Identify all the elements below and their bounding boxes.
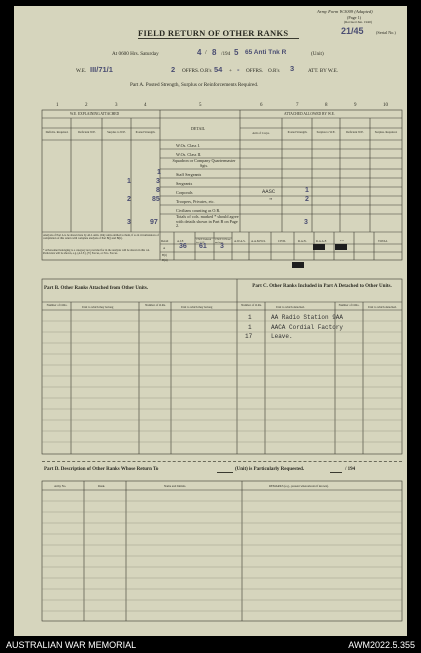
part-d-col-remarks: REMARKS (e.g., present whereabouts if known). xyxy=(269,484,329,488)
part-d-col-rank: Rank. xyxy=(98,484,106,488)
analysis-row-a: A xyxy=(163,246,166,250)
att-offrs-label: OFFRS. xyxy=(246,68,264,74)
analysis-row-b2: B(ii) xyxy=(162,258,168,262)
posted-troopers: 85 xyxy=(152,196,160,203)
part-c-entry-2-number: 1 xyxy=(248,324,252,331)
redaction-raaf xyxy=(335,244,347,250)
archive-footer xyxy=(0,638,421,653)
part-d-title-suffix: (Unit) is Particularly Requested. xyxy=(235,467,305,472)
part-d-unit-blank xyxy=(217,472,233,473)
part-d-col-army-no: Army No. xyxy=(54,484,67,488)
col-number-6: 6 xyxy=(260,103,263,108)
date-day: 4 xyxy=(197,48,202,57)
row-detail-sergeants: Sergeants xyxy=(176,181,193,186)
arm-corps-corporals: AASC xyxy=(262,188,276,195)
part-c-entry-3-unit: Leave. xyxy=(271,333,293,340)
part-b-col-number-2: Number of O.Rs. xyxy=(145,303,166,307)
date-month: 8 xyxy=(212,48,217,57)
analysis-header-aamws: A.A.M.W.S. xyxy=(251,239,266,243)
we-value: III/71/1 xyxy=(90,65,113,74)
part-c-col-unit: Unit to which detached. xyxy=(276,305,305,309)
form-sheet xyxy=(14,6,407,636)
part-d-title: Part D. Description of Other Ranks Whose Return To xyxy=(44,467,159,472)
analysis-header-awas: A.W.A.S. xyxy=(234,239,246,243)
part-c-col-number-2: Number of O.Rs. xyxy=(338,303,360,307)
part-c-entry-1-number: 1 xyxy=(248,314,252,321)
page-number: (Page 1) xyxy=(347,15,362,20)
surplus-totals: 3 xyxy=(127,219,131,226)
col-number-3: 3 xyxy=(115,103,118,108)
part-b-col-number: Number of O.Rs. xyxy=(46,303,68,307)
subheader-att-required: Surplus. Required. xyxy=(374,130,398,134)
col-number-10: 10 xyxy=(383,103,388,108)
part-c-entry-3-number: 17 xyxy=(245,333,253,340)
analysis-header-raaf: R.A.A.F. xyxy=(316,239,327,243)
part-c-title: Part C. Other Ranks Included in Part A Detached to Other Units. xyxy=(252,284,392,289)
row-detail-wo-class-2: W.Os. Class II. xyxy=(176,152,202,157)
analysis-note: Analysis of Part A to be shown here by ALL units. Only units entitled to them, if so in circumstances of compilation of this return with complete analysis of Part B(i) and B(ii). xyxy=(43,234,159,241)
analysis-header-aif: A.I.F. xyxy=(177,239,184,243)
analysis-row-b1: B(i) xyxy=(162,253,167,257)
army-form-number: Army Form W.3009 (Adapted) xyxy=(317,9,373,14)
unit-label: (Unit) xyxy=(311,51,324,57)
plus-sign: + xyxy=(229,68,232,74)
personnel-note: * A Personnel belonging to a category not provided for in the analysis will be shown in this col. Particulars will be shown, e.g. (A.I.F.), (Y) Forces, or N.G. Forces. xyxy=(43,249,150,256)
att-posted-corporals: 1 xyxy=(305,187,309,194)
att-posted-totals: 3 xyxy=(304,219,308,226)
part-d-date-blank xyxy=(330,472,342,473)
revised-date: (Revised Jun. 1940) xyxy=(344,20,373,24)
serial-number-label: (Serial No.) xyxy=(376,30,396,35)
subheader-surplus: Surplus to W.E. xyxy=(107,130,126,134)
part-c-entry-2-unit: AACA Cordial Factory xyxy=(271,324,344,331)
surplus-troopers: 2 xyxy=(127,196,131,203)
we-explaining-header: W.E. EXPLAINING ATTACHED xyxy=(70,112,120,116)
analysis-header-civil: CIVIL xyxy=(278,239,286,243)
posted-sergeants: 3 xyxy=(156,178,160,185)
part-b-title: Part B. Other Ranks Attached from Other Units. xyxy=(44,286,149,291)
att-ors-label: O.R's xyxy=(268,68,280,74)
redaction-civil xyxy=(292,262,304,268)
analysis-cmf-18-value: 3 xyxy=(220,243,224,250)
col-number-4: 4 xyxy=(144,103,147,108)
col-number-8: 8 xyxy=(325,103,328,108)
we-ors-label: O.R's xyxy=(200,68,212,74)
analysis-header-ran: R.A.N. xyxy=(298,239,307,243)
col-number-2: 2 xyxy=(85,103,88,108)
subheader-att-posted: Posted Strength. xyxy=(287,130,308,134)
part-c-entry-1-unit: AA Radio Station 9AA xyxy=(271,314,344,321)
part-d-col-name: Name and Initials. xyxy=(164,484,187,488)
row-detail-staff-sergeants: Staff Sergeants xyxy=(176,172,202,177)
footer-catalog-number: AWM2022.5.355 xyxy=(348,640,415,650)
part-c-col-number: Number of O.Rs. xyxy=(241,303,262,307)
subheader-deficient: Deficient W.E. xyxy=(78,130,96,134)
subheader-posted: Posted Strength. xyxy=(135,130,156,134)
att-ors-value: 3 xyxy=(290,64,295,73)
we-ors-value: 54 xyxy=(214,65,223,74)
at-time-label: At 0600 Hrs. Saturday xyxy=(112,51,159,57)
form-grid xyxy=(14,6,407,636)
col-number-7: 7 xyxy=(296,103,299,108)
surplus-sergeants: 1 xyxy=(127,178,131,185)
col-number-1: 1 xyxy=(56,103,59,108)
part-a-title: Part A. Posted Strength, Surplus or Reinforcements Required. xyxy=(130,82,259,88)
footer-institution: AUSTRALIAN WAR MEMORIAL xyxy=(6,640,137,650)
analysis-header-cmf-18: C.M.F. 18 Years and over xyxy=(215,238,231,244)
analysis-header-other: * * xyxy=(340,239,344,243)
row-detail-civilians: Civilians counting as O.R. xyxy=(176,208,221,213)
detail-header: DETAIL xyxy=(191,126,206,131)
att-offrs-value: - xyxy=(237,65,240,74)
subheader-att-deficient: Deficient W.E. xyxy=(346,130,364,134)
subheader-arm-of-corps: Arm of Corps. xyxy=(252,131,270,135)
part-b-col-unit: Unit to which they belong xyxy=(82,305,114,309)
subheader-att-surplus: Surplus to W.E. xyxy=(316,130,336,134)
attached-allowed-header: ATTACHED ALLOWED BY W.E. xyxy=(284,112,335,116)
analysis-aif-value: 36 xyxy=(179,243,187,250)
analysis-header-total: TOTAL xyxy=(378,239,388,243)
date-separator: / xyxy=(205,50,207,56)
subheader-deficits: Deficits. Required. xyxy=(45,130,69,134)
part-c-col-unit-2: Unit to which detached. xyxy=(368,305,397,309)
posted-staff-sergeants: 1 xyxy=(157,169,161,176)
we-offrs-value: 2 xyxy=(171,65,176,74)
unit-value: 65 Anti Tnk R xyxy=(245,49,287,56)
redaction-ran xyxy=(313,244,325,250)
part-b-col-unit-2: Unit to which they belong xyxy=(181,305,213,309)
row-detail-totals: Totals of cols. marked * should agree with details shown in Part B on Page 2. xyxy=(176,214,239,229)
date-year-suffix: 5 xyxy=(234,48,239,57)
posted-corporals: 8 xyxy=(156,187,160,194)
att-posted-troopers: 2 xyxy=(305,196,309,203)
col-number-9: 9 xyxy=(354,103,357,108)
row-detail-troopers: Troopers, Privates, etc. xyxy=(176,199,215,204)
row-detail-cqms: Squadron or Company Quartermaster Sgts. xyxy=(172,158,236,168)
col-number-5: 5 xyxy=(199,103,202,108)
serial-number-value: 21/45 xyxy=(341,26,364,36)
tear-line xyxy=(42,461,402,462)
analysis-cmf-aif-value: 61 xyxy=(199,243,207,250)
posted-totals: 97 xyxy=(150,219,158,226)
arm-corps-troopers: " xyxy=(269,197,273,204)
analysis-header-cmf-aif: C.M.F. Enlisted for A.I.F. xyxy=(196,238,212,244)
row-detail-corporals: Corporals xyxy=(176,190,193,195)
analysis-header-detail: Detail xyxy=(161,239,169,243)
date-year-prefix: /194 xyxy=(221,51,231,57)
att-by-we-label: ATT. BY W.E. xyxy=(308,68,339,74)
we-offrs-label: OFFRS. xyxy=(182,68,200,74)
part-d-date-tail: / 194 xyxy=(345,467,356,472)
form-title: FIELD RETURN OF OTHER RANKS xyxy=(138,28,289,38)
we-label: W.E. xyxy=(76,68,87,74)
row-detail-wo-class-1: W.Os. Class I. xyxy=(176,143,200,148)
